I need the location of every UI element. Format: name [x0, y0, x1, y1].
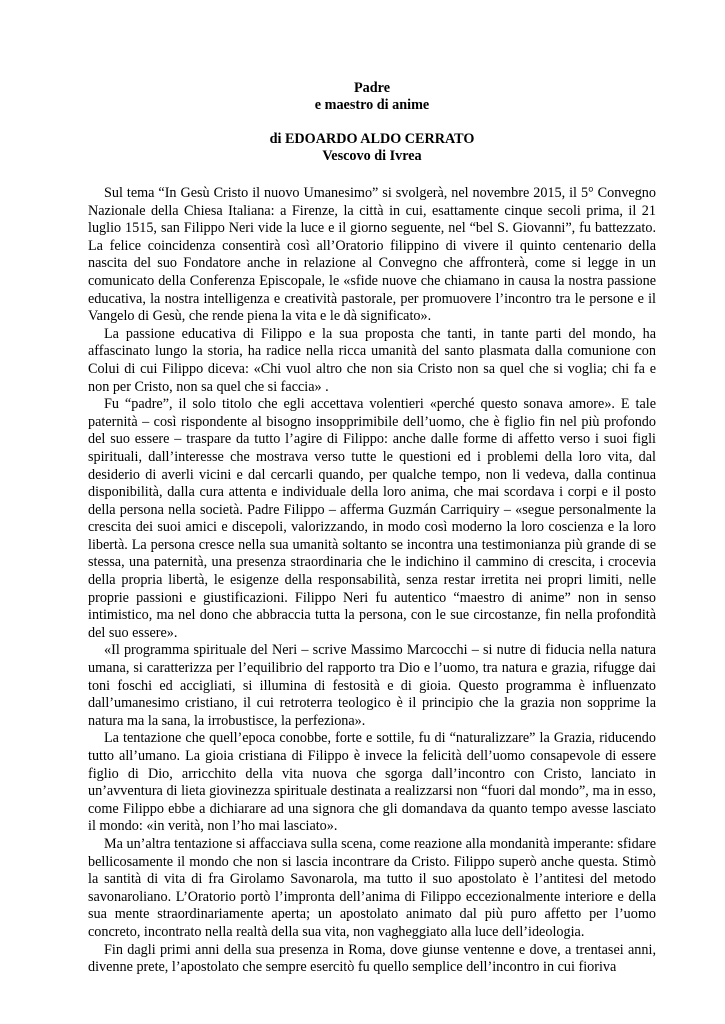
- author-role: Vescovo di Ivrea: [322, 148, 422, 164]
- document-page: [88, 80, 656, 977]
- paragraph-7: Fin dagli primi anni della sua presenza in Roma, dove giunse ventenne e dove, a trentasei anni, divenne prete, l’apostolato che sempre esercitò fu quello semplice dell’incontro in cui fioriva: [88, 941, 656, 976]
- title-line-2: e maestro di anime: [314, 97, 430, 113]
- title-block: [88, 80, 656, 165]
- article-body: [88, 185, 656, 977]
- title-line-1: Padre: [354, 80, 390, 96]
- paragraph-5: La tentazione che quell’epoca conobbe, forte e sottile, fu di “naturalizzare” la Grazia, riducendo tutto all’umano. La gioia cristiana di Filippo è invece la felicità dell’uomo consapevole di essere figlio di Dio, arricchito della vita nuova che sgorga dall’incontro con Cristo, lanciato in un’avventura di lieta giovinezza spirituale destinata a realizzarsi non “fuori dal mondo”, ma in esso, come Filippo ebbe a dichiarare ad una signora che gli domandava da quanto tempo avesse lasciato il mondo: «in verità, non l’ho mai lasciato».: [88, 730, 656, 835]
- paragraph-3: Fu “padre”, il solo titolo che egli accettava volentieri «perché questo sonava amore». E tale paternità – così rispondente al bisogno insopprimibile dell’uomo, che è figlio fin nel più profondo del suo essere – traspare da tutto l’agire di Filippo: anche dalle forme di affetto verso i suoi figli spirituali, dall’interesse che mostrava verso tutte le questioni ed i problemi della loro vita, dal desiderio di averli vicini e dal cercarli quando, per qualche tempo, non li vedeva, dalla continua disponibilità, dalla cura attenta e individuale della loro anima, che mai scordava i corpi e il posto della persona nella società. Padre Filippo – afferma Guzmán Carriquiry – «segue personalmente la crescita dei suoi amici e discepoli, valorizzando, in modo così moderno la loro coscienza e la loro libertà. La persona cresce nella sua umanità soltanto se incontra una testimonianza più grande di se stessa, una paternità, una presenza straordinaria che le indichino il cammino di crescita, i crocevia della propria libertà, le esigenze della responsabilità, senza restar irretita nei propri limiti, nelle proprie passioni e giustificazioni. Filippo Neri fu autentico “maestro di anime” non in senso intimistico, ma nel dono che abbraccia tutta la persona, con le sue circostanze, fin nella profondità del suo essere».: [88, 396, 656, 641]
- title-spacer: [88, 114, 656, 131]
- paragraph-4: «Il programma spirituale del Neri – scrive Massimo Marcocchi – si nutre di fiducia nella natura umana, si caratterizza per l’equilibrio del rapporto tra Dio e l’uomo, tra natura e grazia, rifugge dai toni foschi ed accigliati, si illumina di festosità e di gioia. Questo programma è influenzato dall’umanesimo cristiano, il cui retroterra teologico è il principio che la grazia non sopprime la natura ma la sana, la irrobustisce, la perfeziona».: [88, 642, 656, 729]
- author-line: di EDOARDO ALDO CERRATO: [269, 131, 475, 147]
- paragraph-2: La passione educativa di Filippo e la sua proposta che tanti, in tante parti del mondo, ha affascinato lungo la storia, ha radice nella ricca umanità del santo plasmata dalla comunione con Colui di cui Filippo diceva: «Chi vuol altro che non sia Cristo non sa quel che si voglia; chi fa e non per Cristo, non sa quel che si faccia» .: [88, 325, 656, 395]
- paragraph-1: Sul tema “In Gesù Cristo il nuovo Umanesimo” si svolgerà, nel novembre 2015, il 5° Convegno Nazionale della Chiesa Italiana: a Firenze, la città in cui, esattamente cinque secoli prima, il 21 luglio 1515, san Filippo Neri vide la luce e il giorno seguente, nel “bel S. Giovanni”, fu battezzato. La felice coincidenza consentirà così all’Oratorio filippino di vivere il quinto centenario della nascita del suo Fondatore anche in relazione al Convegno che affronterà, come si legge in un comunicato della Conferenza Episcopale, le «sfide nuove che chiamano in causa la nostra passione educativa, la nostra intelligenza e creatività pastorale, per promuovere l’incontro tra le persone e il Vangelo di Gesù, che rende piena la vita e le dà significato».: [88, 185, 656, 325]
- paragraph-6: Ma un’altra tentazione si affacciava sulla scena, come reazione alla mondanità imperante: sfidare bellicosamente il mondo che non si lascia incontrare da Cristo. Filippo superò anche questa. Stimò la santità di vita di fra Girolamo Savonarola, ma tutto il suo apostolato è l’antitesi del metodo savonaroliano. L’Oratorio portò l’impronta dell’anima di Filippo eccezionalmente interiore e della sua mente straordinariamente aperta; un apostolato animato dal più puro affetto per l’uomo concreto, incontrato nella realtà della sua vita, non vagheggiato alla luce dell’ideologia.: [88, 835, 656, 940]
